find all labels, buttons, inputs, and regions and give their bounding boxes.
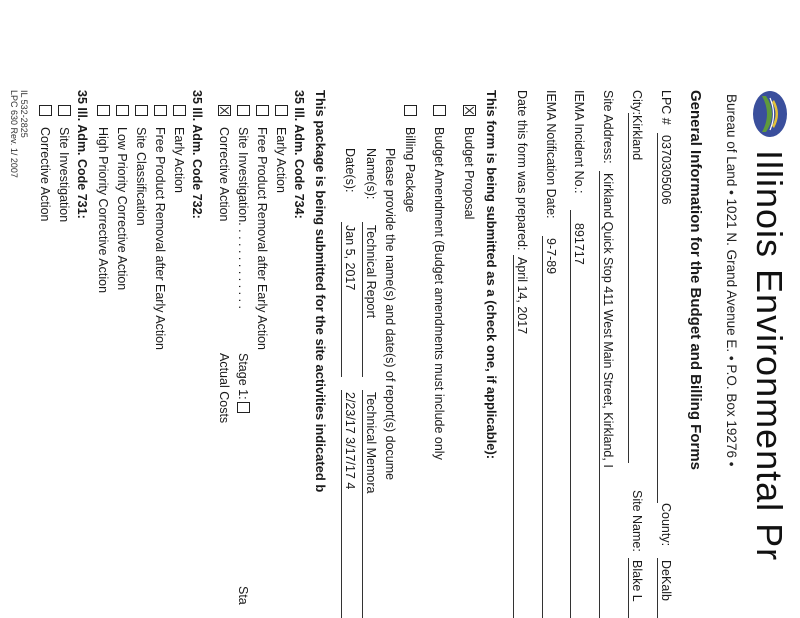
- iema-incident-label: IEMA Incident No.:: [572, 90, 586, 194]
- billing-package-checkbox[interactable]: [404, 105, 417, 116]
- iepa-logo-icon: [752, 90, 788, 138]
- agency-title: Illinois Environmental Pr: [749, 150, 790, 562]
- code732-site-classification-label: Site Classification: [134, 127, 148, 226]
- iema-date-value[interactable]: 9-7-89: [544, 238, 558, 275]
- code-732-heading: 35 Ill. Adm. Code 732:: [190, 90, 204, 219]
- city-value[interactable]: Kirkland: [630, 115, 644, 161]
- prepared-date-value[interactable]: April 14, 2017: [515, 257, 529, 335]
- actual-costs-label: Actual Costs: [217, 353, 231, 424]
- stage-1-checkbox[interactable]: [237, 402, 250, 413]
- code732-free-product-label: Free Product Removal after Early Action: [153, 127, 167, 351]
- code-734-heading: 35 Ill. Adm. Code 734:: [292, 90, 306, 219]
- code732-high-priority-checkbox[interactable]: [97, 105, 110, 116]
- code734-free-product-checkbox[interactable]: [256, 105, 269, 116]
- site-name-underline: [628, 558, 629, 618]
- budget-proposal-label: Budget Proposal: [462, 127, 476, 220]
- city-underline: [628, 113, 629, 463]
- report-name-1[interactable]: Technical Report: [364, 225, 378, 319]
- report-date-2-underline: [341, 390, 342, 618]
- report-name-1-underline: [362, 222, 363, 377]
- city-label: City:: [630, 90, 644, 115]
- report-name-2-underline: [362, 390, 363, 618]
- budget-amendment-checkbox[interactable]: [433, 105, 446, 116]
- code732-high-priority-label: High Priority Corrective Action: [96, 127, 110, 294]
- site-address-value[interactable]: Kirkland Quick Stop 411 West Main Street, Kirkland, I: [601, 173, 615, 468]
- code734-early-action-label: Early Action: [274, 127, 288, 194]
- code734-early-action-checkbox[interactable]: [275, 105, 288, 116]
- county-label: County:: [659, 503, 673, 547]
- site-name-label: Site Name:: [630, 490, 644, 552]
- lpc-label: LPC #: [659, 90, 673, 125]
- site-address-underline: [599, 171, 600, 618]
- lpc-value[interactable]: 0370305006: [659, 135, 673, 205]
- package-heading: This package is being submitted for the site activities indicated b: [313, 90, 328, 493]
- report-date-1[interactable]: Jan 5, 2017: [343, 225, 357, 291]
- report-date-2[interactable]: 2/23/17 3/17/17 4: [343, 392, 357, 490]
- county-underline: [657, 558, 658, 618]
- footer-revision: LPC 630 Rev. 1/ 2007: [9, 90, 19, 178]
- code731-corrective-action-checkbox[interactable]: [39, 105, 52, 116]
- agency-address: Bureau of Land • 1021 N. Grand Avenue E. • P.O. Box 19276 •: [724, 94, 739, 467]
- site-name-value[interactable]: Blake L: [630, 560, 644, 602]
- stage-1-label: Stage 1:: [236, 353, 250, 400]
- report-date-1-underline: [341, 222, 342, 377]
- code731-corrective-action-label: Corrective Action: [38, 127, 52, 222]
- budget-amendment-label: Budget Amendment (Budget amendments must include only: [432, 127, 446, 460]
- iema-incident-underline: [570, 210, 571, 618]
- code734-site-investigation-checkbox[interactable]: [237, 105, 250, 116]
- code732-free-product-checkbox[interactable]: [154, 105, 167, 116]
- prepared-date-label: Date this form was prepared:: [515, 90, 529, 251]
- county-value[interactable]: DeKalb: [659, 560, 673, 601]
- billing-package-label: Billing Package: [403, 127, 417, 213]
- provide-reports-text: Please provide the name(s) and date(s) of report(s) docume: [383, 148, 397, 481]
- stage-cut-label: Sta: [236, 586, 250, 605]
- names-label: Name(s):: [364, 148, 378, 200]
- budget-proposal-checkbox[interactable]: [463, 105, 476, 116]
- code732-low-priority-checkbox[interactable]: [116, 105, 129, 116]
- iema-date-label: IEMA Notification Date:: [544, 90, 558, 219]
- iema-incident-value[interactable]: 891717: [572, 223, 586, 265]
- code734-site-investigation-label: Site Investigation. . . . . . . . . . . . .: [236, 127, 250, 310]
- code731-site-investigation-checkbox[interactable]: [58, 105, 71, 116]
- submitted-heading: This form is being submitted as a (check one, if applicable):: [484, 90, 499, 460]
- iema-date-underline: [542, 236, 543, 618]
- report-name-2[interactable]: Technical Memora: [364, 392, 378, 494]
- form-title: General Information for the Budget and Billing Forms: [687, 90, 704, 471]
- code732-low-priority-label: Low Priority Corrective Action: [115, 127, 129, 291]
- code732-site-classification-checkbox[interactable]: [135, 105, 148, 116]
- code734-corrective-action-checkbox[interactable]: [218, 105, 231, 116]
- prepared-date-underline: [513, 255, 514, 618]
- code732-early-action-label: Early Action: [172, 127, 186, 194]
- code734-free-product-label: Free Product Removal after Early Action: [255, 127, 269, 351]
- footer-form-number: IL 532-2825: [19, 90, 29, 138]
- code734-corrective-action-label: Corrective Action: [217, 127, 231, 222]
- code731-site-investigation-label: Site Investigation: [57, 127, 71, 223]
- site-address-label: Site Address:: [601, 90, 615, 164]
- lpc-underline: [657, 133, 658, 503]
- code732-early-action-checkbox[interactable]: [173, 105, 186, 116]
- code-731-heading: 35 Ill. Adm. Code 731:: [75, 90, 89, 219]
- dates-label: Date(s):: [343, 148, 357, 193]
